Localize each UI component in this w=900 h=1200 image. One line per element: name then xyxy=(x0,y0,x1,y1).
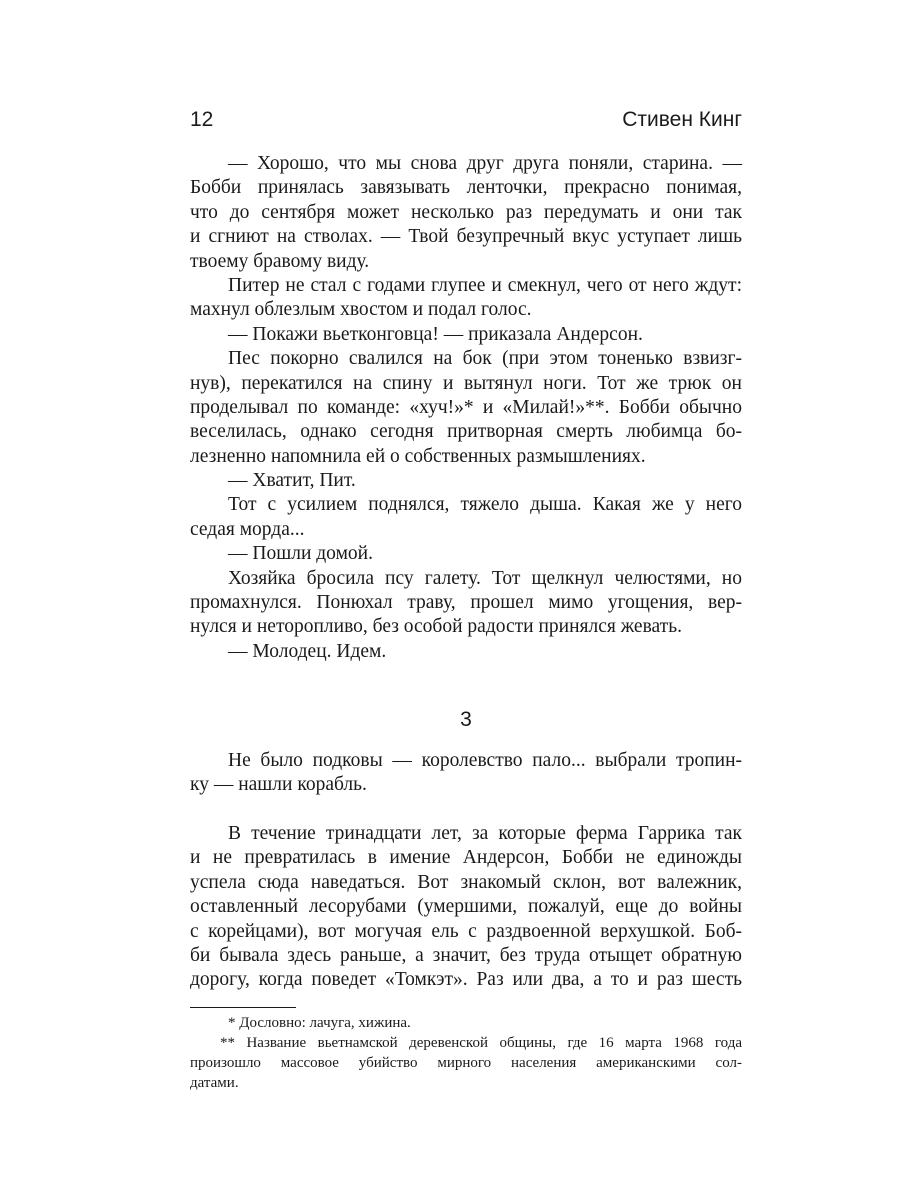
text-line: Пес покорно свалился на бок (при этом тоненько взвизг- xyxy=(228,348,742,370)
footnote-line: * Дословно: лачуга, хижина. xyxy=(228,1015,411,1031)
text-line: нулся и неторопливо, без особой радости принялся жевать. xyxy=(190,616,682,638)
text-line: Хозяйка бросила псу галету. Тот щелкнул челюстями, но xyxy=(228,567,742,589)
text-line: — Молодец. Идем. xyxy=(228,640,387,662)
text-line: — Хорошо, что мы снова друг друга поняли, старина. — xyxy=(228,153,742,174)
footnotes xyxy=(190,1013,742,1093)
epigraph-line: Не было подковы — королевство пало... выбрали тропин- xyxy=(228,750,742,771)
text-line: и не превратилась в имение Андерсон, Бобби не единожды xyxy=(190,847,742,869)
text-line: — Хватит, Пит. xyxy=(228,470,356,492)
text-line: проделывал по команде: «хуч!»* и «Милай!»**. Бобби обычно xyxy=(190,396,742,418)
page-number: 12 xyxy=(190,108,214,131)
text-line: оставленный лесорубами (умершими, пожалуй, еще до войны xyxy=(190,896,742,918)
epigraph-line: ку — нашли корабль. xyxy=(190,774,367,796)
text-line: успела сюда наведаться. Вот знакомый склон, вот валежник, xyxy=(190,871,742,893)
text-line: — Пошли домой. xyxy=(228,543,373,565)
footnote-line: произошло массовое убийство мирного населения американскими сол- xyxy=(190,1055,742,1071)
text-line: би бывала здесь раньше, а значит, без труда отыщет обратную xyxy=(190,944,742,966)
text-line: и сгниют на стволах. — Твой безупречный вкус уступает лишь xyxy=(190,226,742,248)
text-line: В течение тринадцати лет, за которые ферма Гаррика так xyxy=(228,823,742,844)
text-line: нув), перекатился на спину и вытянул ноги. Тот же трюк он xyxy=(190,372,742,394)
footnote-line: ** Название вьетнамской деревенской общины, где 16 марта 1968 года xyxy=(220,1035,742,1051)
text-line: лезненно напомнила ей о собственных размышлениях. xyxy=(190,445,646,467)
chapter-number: 3 xyxy=(460,708,472,731)
text-line: Питер не стал с годами глупее и смекнул, чего от него ждут: xyxy=(228,274,742,296)
epigraph xyxy=(190,749,742,798)
text-line: — Покажи вьетконговца! — приказала Андерсон. xyxy=(228,323,643,345)
footnote-line: датами. xyxy=(190,1075,239,1091)
body-text-section-2 xyxy=(190,822,742,993)
footnote-divider xyxy=(190,1007,296,1008)
body-text-section-1 xyxy=(190,152,742,664)
text-line: седая морда... xyxy=(190,518,305,540)
running-header xyxy=(190,108,742,140)
text-line: веселилась, однако сегодня притворная смерть любимца бо- xyxy=(190,421,742,443)
text-line: с корейцами), вот могучая ель с раздвоенной верхушкой. Боб- xyxy=(190,920,742,942)
running-title: Стивен Кинг xyxy=(622,108,742,131)
text-line: твоему бравому виду. xyxy=(190,250,370,272)
text-line: Бобби принялась завязывать ленточки, прекрасно понимая, xyxy=(190,177,742,199)
text-line: Тот с усилием поднялся, тяжело дыша. Какая же у него xyxy=(228,494,742,516)
text-line: промахнулся. Понюхал траву, прошел мимо угощения, вер- xyxy=(190,592,742,614)
text-line: что до сентября может несколько раз передумать и они так xyxy=(190,201,742,223)
text-line: дорогу, когда поведет «Томкэт». Раз или два, а то и раз шесть xyxy=(190,969,742,991)
text-line: махнул облезлым хвостом и подал голос. xyxy=(190,299,532,321)
